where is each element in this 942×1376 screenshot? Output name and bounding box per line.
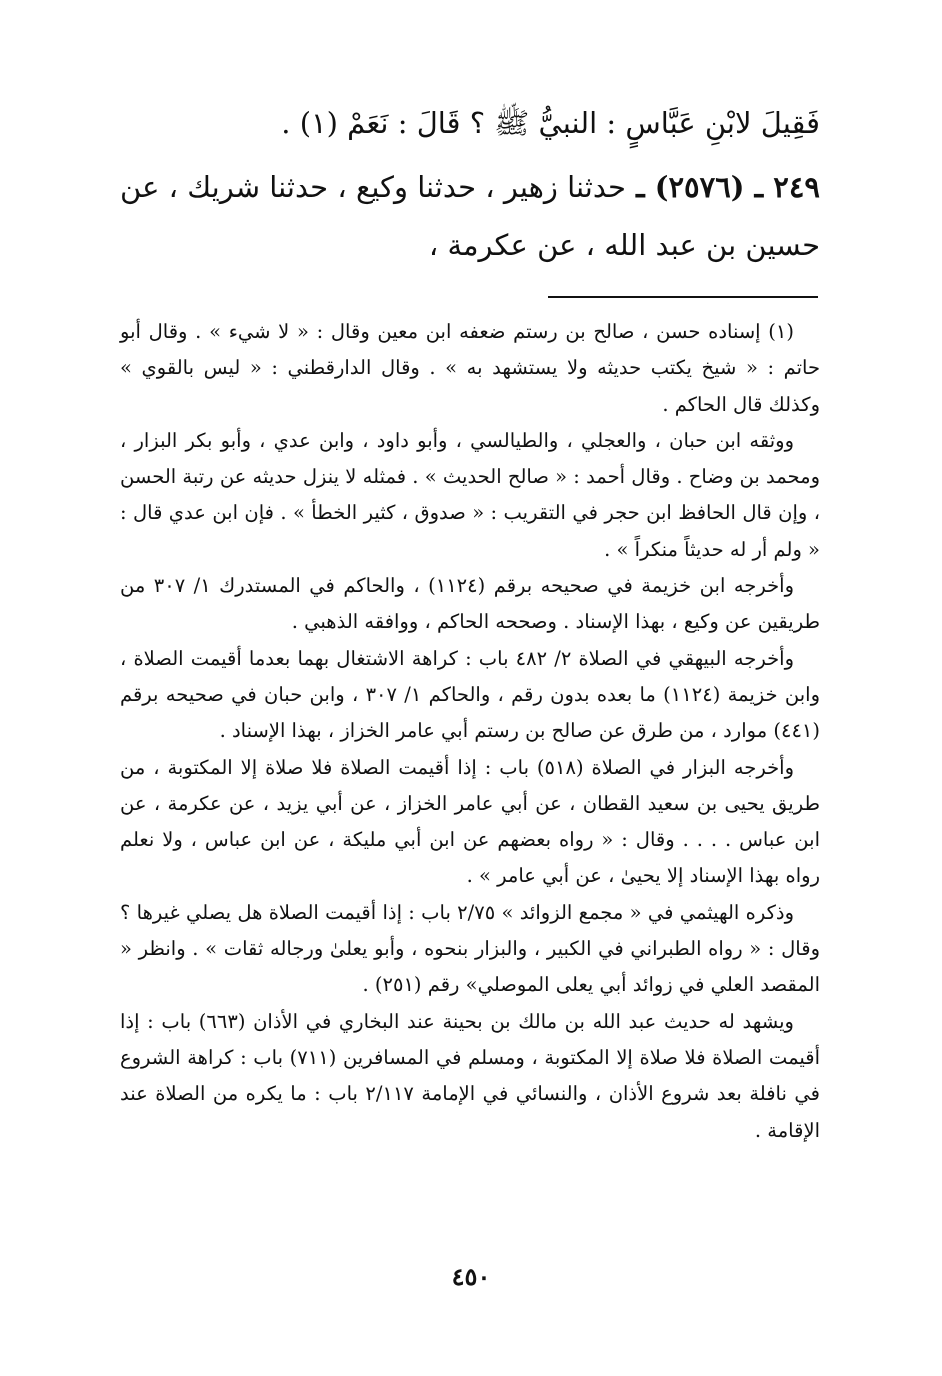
footnote-paragraph: وأخرجه البزار في الصلاة (٥١٨) باب : إذا أقيمت الصلاة فلا صلاة إلا المكتوبة ، من طريق يحيى بن سعيد القطان ، عن أبي عامر الخزاز ، عن أبي يزيد ، عن عكرمة ، عن ابن عباس . . . . وقال : « رواه بعضهم عن ابن أبي مليكة ، عن ابن عباس ، ولا نعلم رواه بهذا الإسناد إلا يحيىٰ ، عن أبي عامر » . [120, 755, 820, 888]
hadith-isnad: حدثنا زهير ، حدثنا وكيع ، حدثنا شريك ، عن حسين بن عبد الله ، عن عكرمة ، [120, 170, 820, 262]
footnotes [120, 314, 820, 1149]
footnote-paragraph: وذكره الهيثمي في « مجمع الزوائد » ٢/٧٥ باب : إذا أقيمت الصلاة هل يصلي غيرها ؟ وقال : « رواه الطبراني في الكبير ، والبزار بنحوه ، وأبو يعلىٰ ورجاله ثقات » . وانظر « المقصد العلي في زوائد أبي يعلى الموصلي» رقم (٢٥١) . [120, 900, 820, 997]
footnote-paragraph: ويشهد له حديث عبد الله بن مالك بن بحينة عند البخاري في الأذان (٦٦٣) باب : إذا أقيمت الصلاة فلا صلاة إلا المكتوبة ، ومسلم في المسافرين (٧١١) باب : كراهة الشروع في نافلة بعد شروع الأذان ، والنسائي في الإمامة ٢/١١٧ باب : ما يكره من الصلاة عند الإقامة . [120, 1009, 820, 1142]
footnote-paragraph: (١) إسناده حسن ، صالح بن رستم ضعفه ابن معين وقال : « لا شيء » . وقال أبو حاتم : « شيخ يكتب حديثه ولا يستشهد به » . وقال الدارقطني : « ليس بالقوي » وكذلك قال الحاكم . [120, 320, 820, 416]
footnote-separator [548, 296, 818, 298]
hadith-249 [120, 158, 820, 274]
footnote-paragraph: وأخرجه البيهقي في الصلاة ٢/ ٤٨٢ باب : كراهة الاشتغال بهما بعدما أقيمت الصلاة ، وابن خزيمة (١١٢٤) ما بعده بدون رقم ، والحاكم ١/ ٣٠٧ ، وابن حبان في صحيحه برقم (٤٤١) موارد ، من طرق عن صالح بن رستم أبي عامر الخزاز ، بهذا الإسناد . [120, 646, 820, 743]
hadith-number: ٢٤٩ ـ (٢٥٧٦) ـ [636, 170, 820, 204]
footnote-paragraph: ووثقه ابن حبان ، والعجلي ، والطيالسي ، وأبو داود ، وابن عدي ، وأبو بكر البزار ، ومحمد بن وضاح . وقال أحمد : « صالح الحديث » . فمثله لا ينزل حديثه عن رتبة الحسن ، وإن قال الحافظ ابن حجر في التقريب : « صدوق ، كثير الخطأ » . فإن ابن عدي قال : « ولم أر له حديثاً منكراً » . [120, 428, 820, 561]
main-text [120, 92, 820, 274]
hadith-ending-line: فَقِيلَ لابْنِ عَبَّاسٍ : النبيُّ ﷺ ؟ قَالَ : نَعَمْ (١) . [281, 106, 820, 140]
footnote-paragraph: وأخرجه ابن خزيمة في صحيحه برقم (١١٢٤) ، والحاكم في المستدرك ١/ ٣٠٧ من طريقين عن وكيع ، بهذا الإسناد . وصححه الحاكم ، ووافقه الذهبي . [120, 574, 820, 634]
page-number: ٤٥٠ [451, 1262, 491, 1291]
